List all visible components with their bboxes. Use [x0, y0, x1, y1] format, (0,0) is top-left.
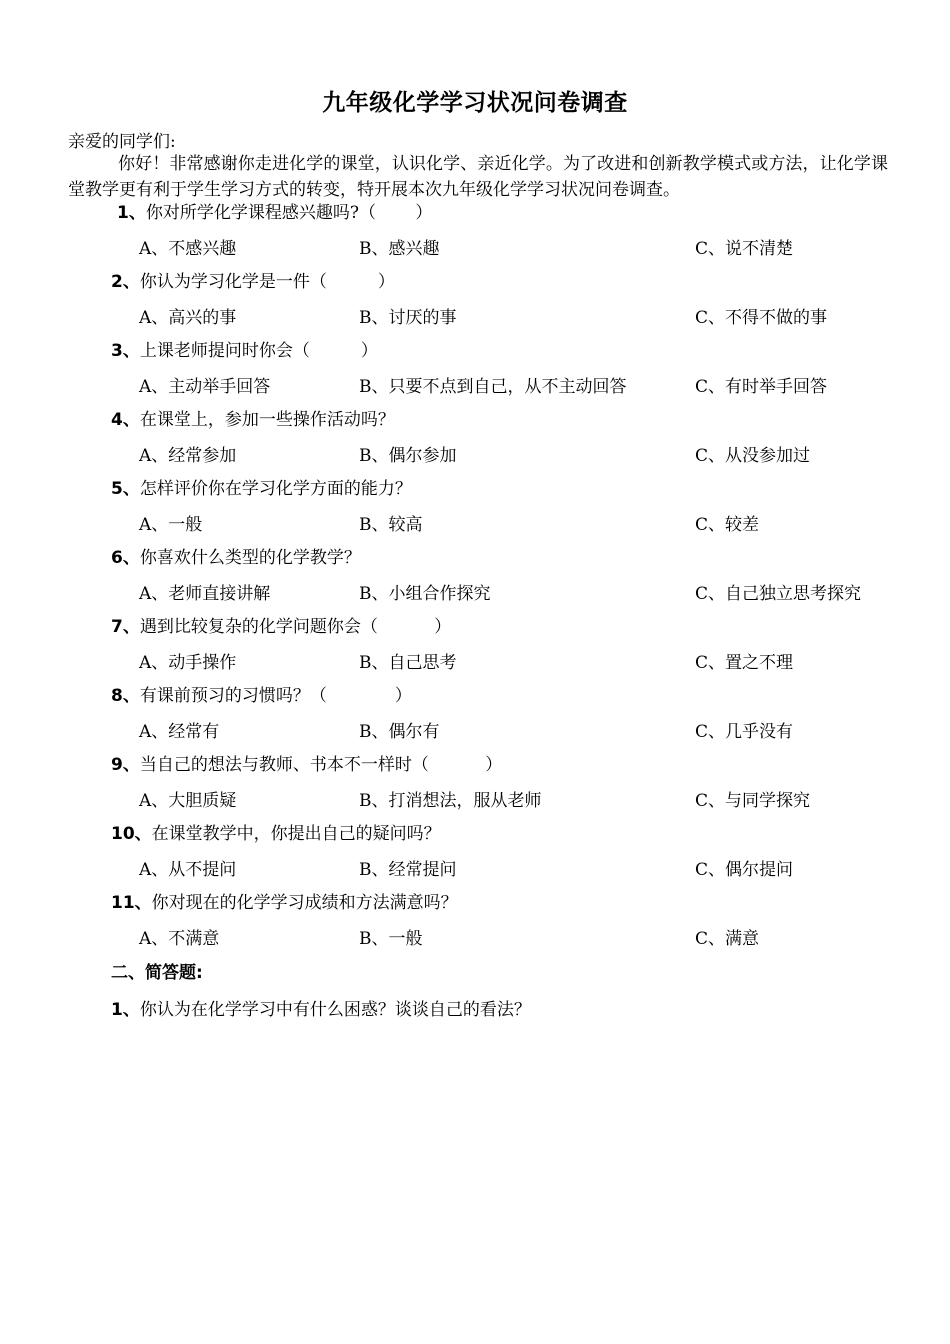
question-4 [0, 405, 950, 474]
question-text: 遇到比较复杂的化学问题你会（ ） [139, 617, 452, 637]
greeting: 亲爱的同学们: [68, 132, 176, 152]
option-a[interactable]: A、动手操作 [139, 653, 237, 673]
question-7 [0, 612, 950, 681]
option-b[interactable]: B、一般 [359, 929, 423, 949]
question-9 [0, 750, 950, 819]
option-c[interactable]: C、几乎没有 [695, 722, 794, 742]
question-stem [111, 681, 412, 706]
option-b[interactable]: B、感兴趣 [359, 239, 440, 259]
question-stem [111, 750, 502, 775]
option-c[interactable]: C、自己独立思考探究 [695, 584, 862, 604]
question-5 [0, 474, 950, 543]
question-number: 6、 [111, 548, 140, 568]
option-b[interactable]: B、小组合作探究 [359, 584, 491, 604]
question-stem [111, 405, 395, 430]
question-6 [0, 543, 950, 612]
question-number: 5、 [111, 479, 140, 499]
question-stem [111, 267, 395, 292]
question-8 [0, 681, 950, 750]
option-c[interactable]: C、与同学探究 [695, 791, 811, 811]
question-stem [111, 474, 412, 499]
page-title: 九年级化学学习状况问卷调查 [322, 90, 628, 116]
question-number: 1、 [117, 203, 146, 223]
option-b[interactable]: B、较高 [359, 515, 423, 535]
question-2 [0, 267, 950, 336]
option-b[interactable]: B、自己思考 [359, 653, 457, 673]
option-b[interactable]: B、打消想法，服从老师 [359, 791, 542, 811]
intro-paragraph: 你好！非常感谢你走进化学的课堂，认识化学、亲近化学。为了改进和创新教学模式或方法，让化学课堂教学更有利于学生学习方式的转变，特开展本次九年级化学学习状况问卷调查。 [68, 154, 888, 200]
option-a[interactable]: A、老师直接讲解 [139, 584, 271, 604]
option-a[interactable]: A、从不提问 [139, 860, 237, 880]
option-b[interactable]: B、讨厌的事 [359, 308, 457, 328]
question-stem [111, 336, 378, 361]
short-answer-question-1 [111, 995, 531, 1020]
option-a[interactable]: A、大胆质疑 [139, 791, 237, 811]
option-a[interactable]: A、不满意 [139, 929, 220, 949]
question-text: 你对所学化学课程感兴趣吗?（ ） [145, 203, 433, 223]
question-number: 8、 [111, 686, 140, 706]
question-11 [0, 888, 950, 957]
option-b[interactable]: B、只要不点到自己，从不主动回答 [359, 377, 627, 397]
section-heading-short-answer: 二、简答题: [111, 963, 203, 983]
option-c[interactable]: C、满意 [695, 929, 760, 949]
question-list [0, 198, 950, 957]
question-text: 当自己的想法与教师、书本不一样时（ ） [139, 755, 503, 775]
option-c[interactable]: C、说不清楚 [695, 239, 794, 259]
question-number: 7、 [111, 617, 140, 637]
option-c[interactable]: C、不得不做的事 [695, 308, 828, 328]
question-10 [0, 819, 950, 888]
option-a[interactable]: A、高兴的事 [139, 308, 237, 328]
question-stem [111, 819, 441, 844]
question-number: 10、 [111, 824, 152, 844]
option-c[interactable]: C、从没参加过 [695, 446, 811, 466]
question-text: 有课前预习的习惯吗？（ ） [139, 686, 412, 706]
question-1 [0, 198, 950, 267]
option-c[interactable]: C、偶尔提问 [695, 860, 794, 880]
question-number: 4、 [111, 410, 140, 430]
question-3 [0, 336, 950, 405]
question-text: 你对现在的化学学习成绩和方法满意吗？ [151, 893, 458, 913]
question-number: 3、 [111, 341, 140, 361]
question-stem [111, 543, 361, 568]
option-b[interactable]: B、经常提问 [359, 860, 457, 880]
question-number: 1、 [111, 1000, 140, 1020]
option-c[interactable]: C、置之不理 [695, 653, 794, 673]
question-number: 11、 [111, 893, 152, 913]
question-text: 你认为学习化学是一件（ ） [139, 272, 395, 292]
option-a[interactable]: A、经常有 [139, 722, 220, 742]
option-a[interactable]: A、一般 [139, 515, 203, 535]
question-number: 2、 [111, 272, 140, 292]
question-text: 在课堂上，参加一些操作活动吗？ [139, 410, 395, 430]
option-a[interactable]: A、主动举手回答 [139, 377, 271, 397]
question-text: 怎样评价你在学习化学方面的能力？ [139, 479, 412, 499]
option-b[interactable]: B、偶尔参加 [359, 446, 457, 466]
question-text: 上课老师提问时你会（ ） [139, 341, 378, 361]
question-stem [111, 612, 451, 637]
option-a[interactable]: A、经常参加 [139, 446, 237, 466]
option-b[interactable]: B、偶尔有 [359, 722, 440, 742]
question-text: 你喜欢什么类型的化学教学？ [139, 548, 361, 568]
option-a[interactable]: A、不感兴趣 [139, 239, 237, 259]
question-stem [117, 198, 432, 223]
question-text: 在课堂教学中，你提出自己的疑问吗？ [151, 824, 441, 844]
option-c[interactable]: C、较差 [695, 515, 760, 535]
question-text: 你认为在化学学习中有什么困惑？谈谈自己的看法？ [139, 1000, 531, 1020]
option-c[interactable]: C、有时举手回答 [695, 377, 828, 397]
question-stem [111, 888, 458, 913]
question-number: 9、 [111, 755, 140, 775]
